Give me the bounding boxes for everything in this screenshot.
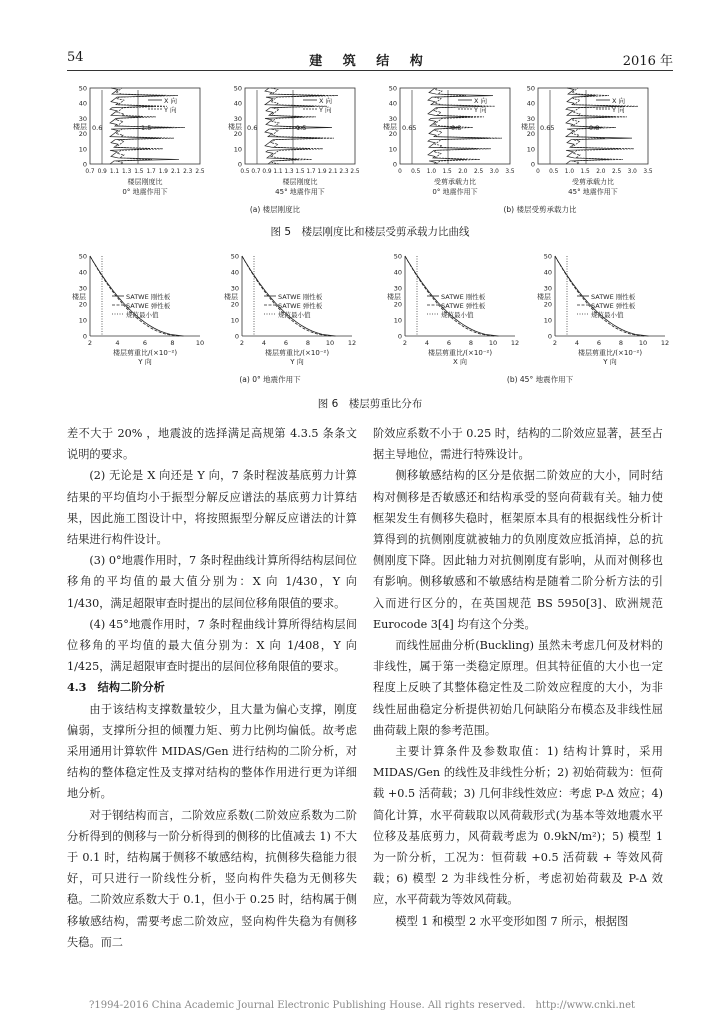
fig6-legend-label: 规范最小值 (591, 311, 624, 319)
fig5-xtick-label: 3.0 (489, 169, 499, 175)
fig6-panel-2 (224, 253, 356, 367)
fig6-ytick-label: 50 (543, 252, 552, 261)
fig5-xtick-label: 2.0 (458, 169, 468, 175)
fig5-xlabel: 楼层刚度比 (127, 178, 163, 186)
fig5-legend-label: X 向 (164, 97, 178, 105)
fig6-xtick-label: 2 (239, 339, 245, 347)
fig6-direction: Y 向 (138, 358, 152, 366)
fig5-xtick-label: 2.5 (195, 169, 205, 175)
fig5-panel-1 (73, 85, 205, 197)
fig5-xtick-label: 2.1 (328, 169, 338, 175)
fig5-xtick-label: 0.7 (251, 169, 261, 175)
copyright-footer: ?1994-2016 China Academic Journal Electronic Publishing House. All rights reserved. http://www.cnki.net (88, 1000, 635, 1011)
fig6-xtick-label: 10 (488, 339, 498, 347)
paragraph: 模型 1 和模型 2 水平变形如图 7 所示，根据图 (395, 914, 629, 928)
fig6-panel-3 (387, 253, 519, 367)
fig5-ytick-label: 20 (388, 130, 397, 139)
fig6-legend-label: 规范最小值 (126, 311, 159, 319)
fig6-legend-label: SATWE 刚性板 (278, 293, 323, 301)
fig6-ytick-label: 50 (78, 252, 87, 261)
fig5-legend-label: X 向 (474, 97, 488, 105)
journal-title: 建 筑 结 构 (309, 54, 431, 69)
fig5-annotation: 1.5 (296, 123, 307, 132)
fig5-ytick-label: 10 (526, 145, 535, 154)
fig6-ytick-label: 50 (230, 252, 239, 261)
fig5-xtick-label: 1.0 (426, 169, 437, 175)
running-header (67, 50, 673, 68)
paragraph: 对于钢结构而言，二阶效应系数(二阶效应系数为二阶分析得到的侧移与一阶分析得到的侧移的比值减去 1) 不大于 0.1 时，结构属于侧移不敏感结构，抗侧移失稳能力很好，可只进行一阶线性分析，竖向构件失稳为无侧移失稳。二阶效应系数大于 0.1，但小于 0.25 时，结构属于侧移敏感结构，需要考虑二阶效应，竖向构件失稳为有侧移失稳。而二 (67, 808, 357, 949)
fig5-xtick-label: 0.7 (85, 169, 95, 175)
fig5-xtick-label: 1.7 (146, 169, 156, 175)
fig5-ytick-label: 40 (526, 99, 535, 108)
fig5-xtick-label: 2.5 (473, 169, 484, 175)
fig5-xtick-label: 0.9 (97, 169, 107, 175)
fig6-xtick-label: 10 (325, 339, 335, 347)
fig5-ytick-label: 50 (78, 84, 87, 93)
fig5-xtick-label: 1.0 (564, 169, 575, 175)
fig6-legend-label: SATWE 刚性板 (591, 293, 636, 301)
fig6-xtick-label: 4 (115, 339, 120, 347)
fig5-ytick-label: 40 (78, 99, 87, 108)
fig6-ytick-label: 10 (230, 316, 239, 325)
fig5-xtick-label: 0.5 (240, 169, 250, 175)
fig5-ytick-label: 30 (78, 114, 87, 123)
fig5-xtick-label: 0.9 (262, 169, 272, 175)
fig6-ytick-label: 30 (543, 284, 552, 293)
fig5-ytick-label: 20 (78, 130, 87, 139)
fig5-annotation: 0.65 (402, 123, 417, 132)
fig5-xtick-label: 1.5 (134, 169, 144, 175)
journal-year: 2016 年 (622, 54, 673, 69)
fig5-xlabel: 受剪承载力比 (434, 178, 476, 186)
paragraph: 由于该结构支撑数量较少，且大量为偏心支撑，刚度偏弱，支撑所分担的倾覆力矩、剪力比例均偏低。故考虑采用通用计算软件 MIDAS/Gen 进行结构的二阶分析，对结构的整体稳定性及支撑对结构的整体作用进行更为详细地分析。 (67, 702, 357, 801)
fig6-ytick-label: 20 (543, 300, 552, 309)
fig5-xtick-label: 3.5 (505, 169, 515, 175)
fig5-xtick-label: 1.5 (442, 169, 452, 175)
fig6-legend-label: 规范最小值 (278, 311, 311, 319)
fig5-xtick-label: 1.1 (109, 169, 120, 175)
left-column (67, 423, 357, 953)
fig6-xtick-label: 6 (142, 339, 148, 347)
fig5-legend-label: X 向 (612, 97, 626, 105)
fig6-xtick-label: 4 (574, 339, 580, 347)
fig5-ytick-label: 0 (392, 160, 397, 169)
fig6-panel-4 (537, 253, 669, 367)
fig5-ytick-label: 10 (233, 145, 242, 154)
fig5-legend-label: Y 向 (319, 106, 332, 114)
fig6-ylabel: 楼层 (224, 293, 238, 301)
fig5-case-label: 45° 地震作用下 (568, 188, 618, 196)
fig6-xtick-label: 6 (596, 339, 602, 347)
fig5-series-y (434, 88, 502, 164)
fig6-xtick-label: 10 (195, 339, 205, 347)
fig6-ytick-label: 40 (393, 268, 402, 277)
paragraph: 而线性屈曲分析(Buckling) 虽然未考虑几何及材料的非线性，属于第一类稳定原理。但其特征值的大小也一定程度上反映了其整体稳定性及二阶效应程度的大小，为非线性屈曲稳定分析提供初始几何缺陷分布模态及非线性屈曲荷载上限的参考范围。 (373, 639, 663, 737)
fig5-annotation: 1.5 (141, 123, 152, 132)
fig5-ytick-label: 50 (526, 84, 535, 93)
fig6-xtick-label: 12 (660, 339, 670, 347)
figure-6 (60, 248, 680, 388)
fig5-annotation: 0.6 (247, 123, 258, 132)
fig6-panel-1 (72, 253, 204, 367)
figure-6-caption: 图 6 楼层剪重比分布 (317, 398, 423, 410)
fig5-sub-b: (b) 楼层受剪承载力比 (503, 205, 577, 214)
fig5-xtick-label: 1.1 (273, 169, 283, 175)
paragraph: (4) 45°地震作用时，7 条时程曲线计算所得结构层间位移角的平均值的最大值分别为：X 向 1/408，Y 向 1/425，满足超限审查时提出的层间位移角限值的要求。 (67, 617, 357, 674)
fig6-xtick-label: 8 (305, 339, 311, 347)
fig6-legend-label: SATWE 弹性板 (591, 302, 636, 310)
fig5-ytick-label: 40 (233, 99, 242, 108)
fig5-xtick-label: 2.0 (596, 169, 606, 175)
fig6-ytick-label: 10 (393, 316, 402, 325)
fig6-ytick-label: 20 (230, 300, 239, 309)
fig5-xtick-label: 3.0 (627, 169, 637, 175)
fig5-xtick-label: 0.5 (549, 169, 559, 175)
fig5-ytick-label: 20 (233, 130, 242, 139)
fig6-xtick-label: 4 (424, 339, 430, 347)
fig6-xtick-label: 8 (170, 339, 175, 347)
fig5-xtick-label: 2.1 (170, 169, 181, 175)
fig5-annotation: 0.65 (540, 123, 555, 132)
fig6-legend-label: SATWE 弹性板 (278, 302, 323, 310)
page-number: 54 (67, 50, 84, 65)
fig5-series-y (572, 88, 638, 164)
right-column (373, 423, 663, 932)
fig6-ytick-label: 50 (393, 252, 402, 261)
fig5-xtick-label: 1.5 (295, 169, 305, 175)
fig5-ylabel: 楼层 (73, 123, 87, 131)
fig5-case-label: 0° 地震作用下 (122, 188, 168, 196)
fig6-ytick-label: 0 (234, 332, 239, 341)
fig6-ytick-label: 40 (78, 268, 87, 277)
fig5-xtick-label: 2.3 (339, 169, 349, 175)
fig6-xtick-label: 4 (261, 339, 267, 347)
fig5-ytick-label: 30 (388, 114, 397, 123)
fig5-ytick-label: 0 (82, 160, 87, 169)
figure-5 (60, 80, 680, 220)
fig5-xlabel: 受剪承载力比 (572, 178, 614, 186)
fig5-ytick-label: 30 (526, 114, 535, 123)
fig5-xlabel: 楼层刚度比 (282, 178, 318, 186)
fig5-ytick-label: 0 (237, 160, 242, 169)
fig6-xtick-label: 8 (618, 339, 624, 347)
fig6-xlabel: 楼层剪重比/(×10⁻²) (427, 349, 493, 357)
fig6-xtick-label: 8 (468, 339, 474, 347)
fig6-ytick-label: 40 (543, 268, 552, 277)
fig5-xtick-label: 1.9 (158, 169, 168, 175)
fig5-ytick-label: 30 (233, 114, 242, 123)
fig6-ytick-label: 0 (397, 332, 402, 341)
fig6-xlabel: 楼层剪重比/(×10⁻²) (577, 349, 643, 357)
fig5-xtick-label: 2.5 (611, 169, 622, 175)
paragraph: (3) 0°地震作用时，7 条时程曲线计算所得结构层间位移角的平均值的最大值分别为：X 向 1/430，Y 向 1/430，满足超限审查时提出的层间位移角限值的要求。 (67, 554, 357, 610)
fig5-xtick-label: 1.7 (306, 169, 316, 175)
fig6-direction: Y 向 (603, 358, 617, 366)
fig6-legend-label: SATWE 刚性板 (126, 293, 171, 301)
fig5-ylabel: 楼层 (228, 123, 242, 131)
fig6-ytick-label: 20 (393, 300, 402, 309)
fig6-xlabel: 楼层剪重比/(×10⁻²) (112, 349, 178, 357)
fig6-ytick-label: 10 (543, 316, 552, 325)
fig5-ytick-label: 50 (233, 84, 242, 93)
fig5-case-label: 0° 地震作用下 (432, 188, 478, 196)
fig6-ytick-label: 0 (547, 332, 552, 341)
fig5-xtick-label: 1.3 (122, 169, 132, 175)
fig5-legend-label: X 向 (319, 97, 333, 105)
fig5-ytick-label: 50 (388, 84, 397, 93)
fig5-panel-3 (383, 85, 515, 197)
fig5-xtick-label: 2.3 (183, 169, 193, 175)
fig5-annotation: 0.8 (589, 123, 600, 132)
fig6-xtick-label: 12 (510, 339, 520, 347)
fig6-ylabel: 楼层 (387, 293, 401, 301)
fig6-ytick-label: 30 (78, 284, 87, 293)
paragraph: 侧移敏感结构的区分是依据二阶效应的大小，同时结构对侧移是否敏感还和结构承受的竖向荷载有关。轴力使框架发生有侧移失稳时，框架原本具有的根据线性分析计算得到的抗侧刚度就被轴力的负刚度效应抵消掉，总的抗侧刚度下降。因此轴力对抗侧刚度有影响，从而对侧移也有影响。侧移敏感和不敏感结构是随着二阶分析方法的引入而进行区分的，在英国规范 BS 5950[3]、欧洲规范 Eurocode 3[4] 均有这个分类。 (373, 469, 663, 631)
paragraph: 主要计算条件及参数取值：1) 结构计算时，采用 MIDAS/Gen 的线性及非线性分析；2) 初始荷载为：恒荷载 +0.5 活荷载；3) 几何非线性效应：考虑 P-Δ 效应；4) 简化计算，水平荷载取以风荷载形式(为基本等效地震水平位移及基底剪力，风荷载考虑为 0.9kN/m²)；5) 模型 1 为一阶分析，工况为：恒荷载 +0.5 活荷载 + 等效风荷载；6) 模型 2 为非线性分析，考虑初始荷载及 P-Δ 效应，水平荷载为等效风荷载。 (373, 745, 663, 907)
fig6-sub-a: (a) 0° 地震作用下 (239, 375, 301, 384)
fig6-ytick-label: 40 (230, 268, 239, 277)
fig5-ytick-label: 0 (530, 160, 535, 169)
fig5-ytick-label: 40 (388, 99, 397, 108)
fig6-legend-label: SATWE 弹性板 (441, 302, 486, 310)
header-rule (67, 70, 673, 71)
fig6-xtick-label: 2 (402, 339, 408, 347)
fig5-xtick-label: 1.5 (580, 169, 590, 175)
fig6-ytick-label: 0 (82, 332, 87, 341)
paragraph: (2) 无论是 X 向还是 Y 向，7 条时程波基底剪力计算结果的平均值均小于振型分解反应谱法的基底剪力计算结果，因此施工图设计中，将按照振型分解反应谱法的计算结果进行构件设计。 (67, 469, 357, 547)
fig6-ylabel: 楼层 (537, 293, 551, 301)
paragraph: 阶效应系数不小于 0.25 时，结构的二阶效应显著，甚至占据主导地位，需进行特殊设计。 (373, 427, 663, 462)
fig5-xtick-label: 3.5 (643, 169, 653, 175)
fig5-legend-label: Y 向 (474, 106, 487, 114)
fig6-xlabel: 楼层剪重比/(×10⁻²) (264, 349, 330, 357)
paragraph: 差不大于 20% ，地震波的选择满足高规第 4.3.5 条条文说明的要求。 (67, 427, 357, 462)
fig6-xtick-label: 2 (552, 339, 558, 347)
fig6-direction: Y 向 (290, 358, 304, 366)
fig6-legend-label: SATWE 刚性板 (441, 293, 486, 301)
fig6-xtick-label: 6 (283, 339, 289, 347)
fig5-legend-label: Y 向 (612, 106, 625, 114)
fig6-legend-label: SATWE 弹性板 (126, 302, 171, 310)
fig5-xtick-label: 1.3 (284, 169, 294, 175)
fig5-xtick-label: 0 (536, 169, 540, 175)
fig5-ylabel: 楼层 (521, 123, 535, 131)
fig5-annotation: 0.8 (451, 123, 462, 132)
fig5-case-label: 45° 地震作用下 (275, 188, 325, 196)
fig5-xtick-label: 0 (398, 169, 402, 175)
fig6-ylabel: 楼层 (72, 293, 86, 301)
fig5-ytick-label: 20 (526, 130, 535, 139)
section-heading: 4.3 结构二阶分析 (67, 680, 165, 695)
fig6-sub-b: (b) 45° 地震作用下 (506, 375, 574, 384)
fig6-ytick-label: 30 (230, 284, 239, 293)
fig5-xtick-label: 2.5 (350, 169, 360, 175)
fig6-legend-label: 规范最小值 (441, 311, 474, 319)
fig6-ytick-label: 10 (78, 316, 87, 325)
fig6-xtick-label: 12 (347, 339, 357, 347)
fig5-xtick-label: 1.9 (317, 169, 327, 175)
fig5-ytick-label: 10 (78, 145, 87, 154)
fig6-xtick-label: 6 (446, 339, 452, 347)
fig5-sub-a: (a) 楼层刚度比 (249, 205, 301, 214)
fig6-xtick-label: 10 (638, 339, 648, 347)
fig5-ylabel: 楼层 (383, 123, 397, 131)
fig5-panel-4 (521, 85, 653, 197)
fig6-ytick-label: 20 (78, 300, 87, 309)
fig5-ytick-label: 10 (388, 145, 397, 154)
fig6-xtick-label: 2 (87, 339, 93, 347)
fig5-legend-label: Y 向 (164, 106, 177, 114)
fig5-annotation: 0.6 (92, 123, 103, 132)
fig6-direction: X 向 (452, 358, 468, 366)
fig6-ytick-label: 30 (393, 284, 402, 293)
fig5-panel-2 (228, 85, 360, 197)
figure-5-caption: 图 5 楼层刚度比和楼层受剪承载力比曲线 (270, 226, 470, 238)
fig5-xtick-label: 0.5 (411, 169, 421, 175)
